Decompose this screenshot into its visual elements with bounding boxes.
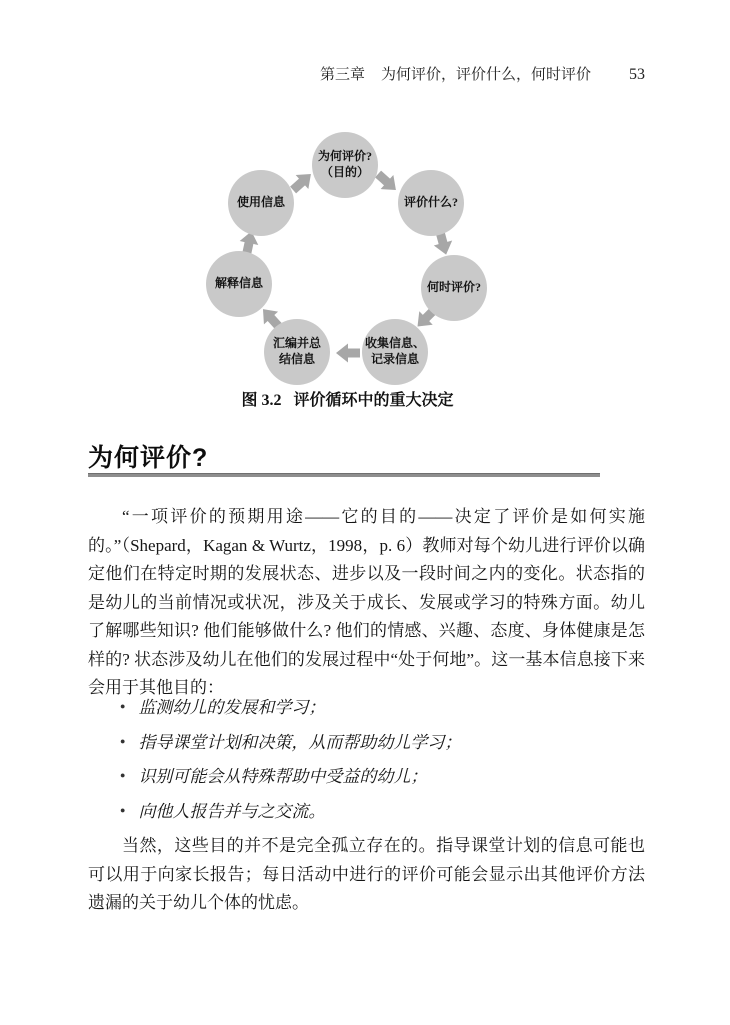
- arrow-collect-to-compile-icon: [336, 344, 360, 363]
- body-paragraph-2: 当然，这些目的并不是完全孤立存在的。指导课堂计划的信息可能也可以用于向家长报告；每日活动中进行的评价可能会显示出其他评价方法遗漏的关于幼儿个体的忧虑。: [88, 836, 645, 912]
- bullet-text: 指导课堂计划和决策，从而帮助幼儿学习；: [138, 732, 462, 752]
- purpose-bullet-list: [120, 692, 590, 830]
- node-label-line: 记录信息: [370, 352, 419, 366]
- bullet-dot-icon: ●: [120, 701, 126, 711]
- cycle-node-interpret-info: [206, 251, 272, 317]
- bullet-item: [120, 761, 590, 796]
- section-heading-rule: [88, 473, 600, 477]
- node-label-line: 汇编并总: [272, 336, 321, 351]
- bullet-text: 识别可能会从特殊帮助中受益的幼儿；: [138, 767, 428, 786]
- node-label-line: （目的）: [320, 165, 369, 179]
- bullet-dot-icon: ●: [120, 735, 126, 746]
- node-label-line: 收集信息、: [364, 336, 425, 351]
- node-label-line: 何时评价?: [426, 280, 481, 295]
- node-label-line: 使用信息: [236, 195, 285, 210]
- cycle-node-assess-when: [421, 255, 487, 321]
- bullet-item: [120, 692, 590, 727]
- running-header: [88, 63, 645, 84]
- body-paragraph-1: “一项评价的预期用途——它的目的——决定了评价是如何实施的。”（Shepard，Kagan & Wurtz，1998，p. 6）教师对每个幼儿进行评价以确定他们在特定时期的发展状态、进步以及一段时间之内的变化。状态指的是幼儿的当前情况或状况，涉及关于成长、发展或学习的特殊方面。幼儿了解哪些知识? 他们能够做什么? 他们的情感、兴趣、态度、身体健康是怎样的? 状态涉及幼儿在他们的发展过程中“处于何地”。这一基本信息接下来会用于其他目的：: [88, 507, 645, 697]
- bullet-text: 监测幼儿的发展和学习；: [138, 698, 326, 717]
- assessment-cycle-diagram: [200, 128, 495, 390]
- node-label-line: 评价什么?: [403, 195, 458, 210]
- bullet-text: 向他人报告并与之交流。: [138, 801, 326, 821]
- figure-caption-label: 图 3.2: [241, 392, 282, 409]
- cycle-node-compile-summarize: [264, 319, 330, 385]
- cycle-node-assess-what: [398, 170, 464, 236]
- cycle-node-why-assess: [312, 132, 378, 198]
- figure-caption: [200, 387, 495, 410]
- node-label-line: 为何评价?: [317, 149, 372, 164]
- bullet-dot-icon: ●: [120, 804, 126, 815]
- cycle-node-use-info: [228, 170, 294, 236]
- bullet-item: [120, 796, 590, 831]
- section-heading: 为何评价?: [88, 444, 209, 472]
- figure-caption-text: 评价循环中的重大决定: [293, 392, 454, 409]
- chapter-title: 为何评价，评价什么，何时评价: [380, 67, 591, 83]
- page-number: 53: [629, 66, 645, 83]
- cycle-node-collect-record: [362, 319, 428, 385]
- node-label-line: 结信息: [278, 352, 315, 366]
- chapter-label: 第三章: [319, 67, 365, 83]
- bullet-item: [120, 727, 590, 762]
- bullet-dot-icon: ●: [120, 770, 126, 780]
- node-label-line: 解释信息: [214, 276, 263, 291]
